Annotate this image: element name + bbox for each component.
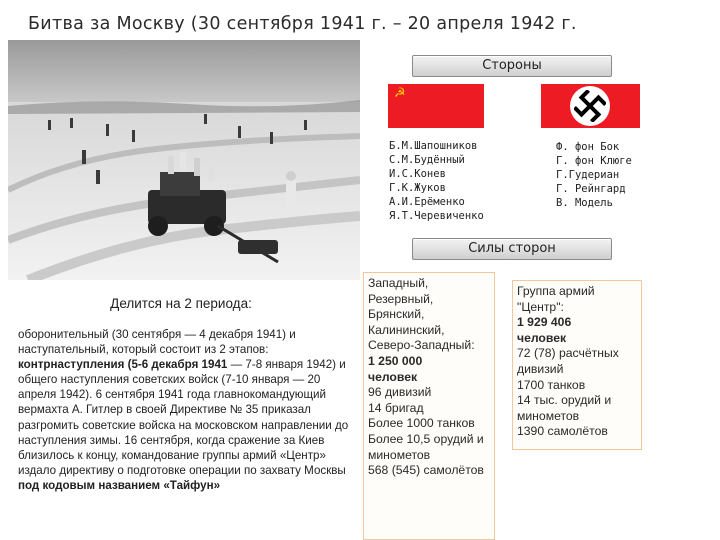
commander-name: Г. фон Клюге <box>556 155 632 167</box>
german-personnel-number: 1 929 406 <box>517 315 572 330</box>
forces-header-bar: Силы сторон <box>412 238 612 260</box>
commander-name: И.С.Конев <box>389 168 446 180</box>
german-personnel-unit: человек <box>517 330 567 345</box>
typhoon-codename-text: под кодовым названием «Тайфун» <box>18 478 221 492</box>
force-detail: Более 1000 танков <box>368 416 475 431</box>
force-detail: 14 бригад <box>368 400 424 415</box>
front-name: Резервный, <box>368 291 434 306</box>
army-group-name: "Центр": <box>517 299 564 314</box>
soviet-personnel-number: 1 250 000 <box>368 353 423 368</box>
swastika-icon <box>574 90 606 122</box>
force-detail: 1700 танков <box>517 377 586 392</box>
front-name: Западный, <box>368 276 429 290</box>
force-detail: 96 дивизий <box>368 385 432 400</box>
commander-name: Я.Т.Черевиченко <box>389 210 484 222</box>
german-commanders <box>556 140 632 210</box>
commander-name: Б.М.Шапошников <box>389 140 478 152</box>
soviet-flag <box>388 84 484 128</box>
counteroffensive-text: контрнаступления (5-6 декабря 1941 <box>18 358 228 372</box>
periods-heading: Делится на 2 периода: <box>110 296 252 311</box>
force-detail: Более 10,5 орудий и минометов <box>368 431 484 462</box>
german-flag <box>541 84 640 128</box>
army-group-label: Группа армий <box>517 284 595 298</box>
soviet-forces-box <box>363 272 495 540</box>
sides-header-bar: Стороны <box>412 55 612 77</box>
hammer-and-sickle-icon: ☭ <box>394 86 406 101</box>
battle-photo <box>8 40 360 280</box>
german-forces-box <box>512 280 642 450</box>
commander-name: В. Модель <box>556 197 613 209</box>
force-detail: 14 тыс. орудий и минометов <box>517 393 612 423</box>
commander-name: Г.К.Жуков <box>389 182 446 194</box>
soviet-commanders <box>389 139 484 223</box>
commander-name: С.М.Будённый <box>389 154 465 166</box>
force-detail: 1390 самолётов <box>517 424 608 439</box>
commander-name: Г. Рейнгард <box>556 183 626 195</box>
slide-title: Битва за Москву (30 сентября 1941 г. – 20 апреля 1942 г. <box>28 14 577 34</box>
soviet-personnel-unit: человек <box>368 369 418 384</box>
front-name: Брянский, <box>368 307 425 322</box>
force-detail: 72 (78) расчётных дивизий <box>517 346 619 376</box>
force-detail: 568 (545) самолётов <box>368 463 484 478</box>
commander-name: Ф. фон Бок <box>556 141 620 153</box>
periods-body <box>8 327 354 493</box>
periods-text: оборонительный (30 сентября — 4 декабря 1941) и наступательный, который состоит из 2 этапов: <box>18 328 296 357</box>
front-name: Калининский, <box>368 322 445 337</box>
commander-name: А.И.Ерёменко <box>389 196 465 208</box>
periods-text-block <box>8 292 354 540</box>
commander-name: Г.Гудериан <box>556 169 620 181</box>
front-name: Северо-Западный: <box>368 338 475 353</box>
periods-text: — 7-8 января 1942) и общего наступления советских войск (7-10 января — 20 апреля 1942). 6 сентября 1941 года главнокомандующий вермахта А. Гитлер в своей Директиве № 35 приказал разгромить советские войска на московском направлении до наступления зимы. 16 сентября, когда сражение за Киев близилось к концу, командование группы армий «Центр» издало директиву о подготовке операции по захвату Москвы <box>18 358 349 477</box>
